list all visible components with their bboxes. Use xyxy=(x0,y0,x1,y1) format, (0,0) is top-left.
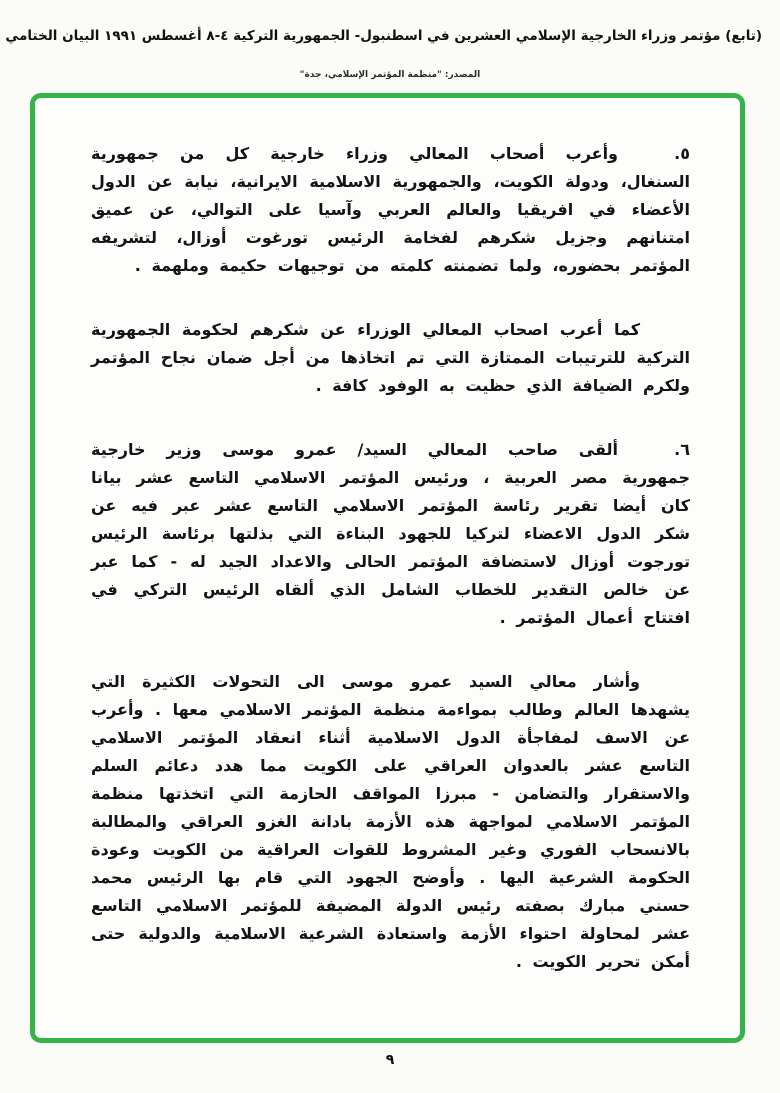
page-number: ٩ xyxy=(385,1052,395,1068)
document-source-line: المصدر: "منظمة المؤتمر الإسلامي، جدة" xyxy=(299,70,481,80)
paragraph-05-number: ٥. xyxy=(674,144,690,163)
paragraph-06-number: ٦. xyxy=(674,440,690,459)
paragraph-05-continuation xyxy=(91,316,690,400)
paragraph-06 xyxy=(91,436,690,632)
paragraph-06-continuation-text: وأشار معالي السيد عمرو موسى الى التحولات الكثيرة التي يشهدها العالم وطالب بمواءمة منظمة المؤتمر الاسلامي معها . وأعرب عن الاسف لمفاجأة الدول الاسلامية أثناء انعقاد المؤتمر الاسلامي التاسع عشر بالعدوان العراقي على الكويت مما هدد دعائم السلم والاستقرار والتضامن - مبرزا المواقف الحازمة التي اتخذتها منظمة المؤتمر الاسلامي لمواجهة هذه الأزمة بادانة الغزو العراقي والمطالبة بالانسحاب الفوري وغير المشروط للقوات العراقية من الكويت وعودة الحكومة الشرعية اليها . وأوضح الجهود التي قام بها الرئيس محمد حسني مبارك بصفته رئيس الدولة المضيفة للمؤتمر الاسلامي التاسع عشر لمحاولة احتواء الأزمة واستعادة الشرعية الاسلامية والدولية حتى أمكن تحرير الكويت . xyxy=(91,672,690,971)
paragraph-06-text: ألقى صاحب المعالي السيد/ عمرو موسى وزير خارجية جمهورية مصر العربية ، ورئيس المؤتمر الاسلامي التاسع عشر بيانا كان أيضا تقرير رئاسة المؤتمر الاسلامي التاسع عشر عبر فيه عن شكر الدول الاعضاء لتركيا للجهود البناءة التي بذلتها برئاسة الرئيس تورجوت أوزال لاستضافة المؤتمر الحالى والاعداد الجيد له - كما عبر عن خالص التقدير للخطاب الشامل الذي ألقاه الرئيس التركي في افتتاح أعمال المؤتمر . xyxy=(91,440,690,627)
green-border-frame xyxy=(30,93,745,1043)
document-header-title: (تابع) مؤتمر وزراء الخارجية الإسلامي العشرين في اسطنبول- الجمهورية التركية ٤-٨ أغسطس ١٩٩١ البيان الختامي xyxy=(5,28,762,44)
document-body xyxy=(35,98,740,1038)
paragraph-05 xyxy=(91,140,690,280)
paragraph-06-continuation xyxy=(91,668,690,976)
paragraph-05-text: وأعرب أصحاب المعالي وزراء خارجية كل من جمهورية السنغال، ودولة الكويت، والجمهورية الاسلامية الايرانية، نيابة عن الدول الأعضاء في افريقيا والعالم العربي وآسيا على التوالي، عن عميق امتنانهم وجزيل شكرهم لفخامة الرئيس تورغوت أوزال، لتشريفه المؤتمر بحضوره، ولما تضمنته كلمته من توجيهات حكيمة وملهمة . xyxy=(91,144,690,275)
paragraph-05-continuation-text: كما أعرب اصحاب المعالي الوزراء عن شكرهم لحكومة الجمهورية التركية للترتيبات الممتازة التي تم اتخاذها من أجل ضمان نجاح المؤتمر ولكرم الضيافة الذي حظيت به الوفود كافة . xyxy=(91,320,690,395)
